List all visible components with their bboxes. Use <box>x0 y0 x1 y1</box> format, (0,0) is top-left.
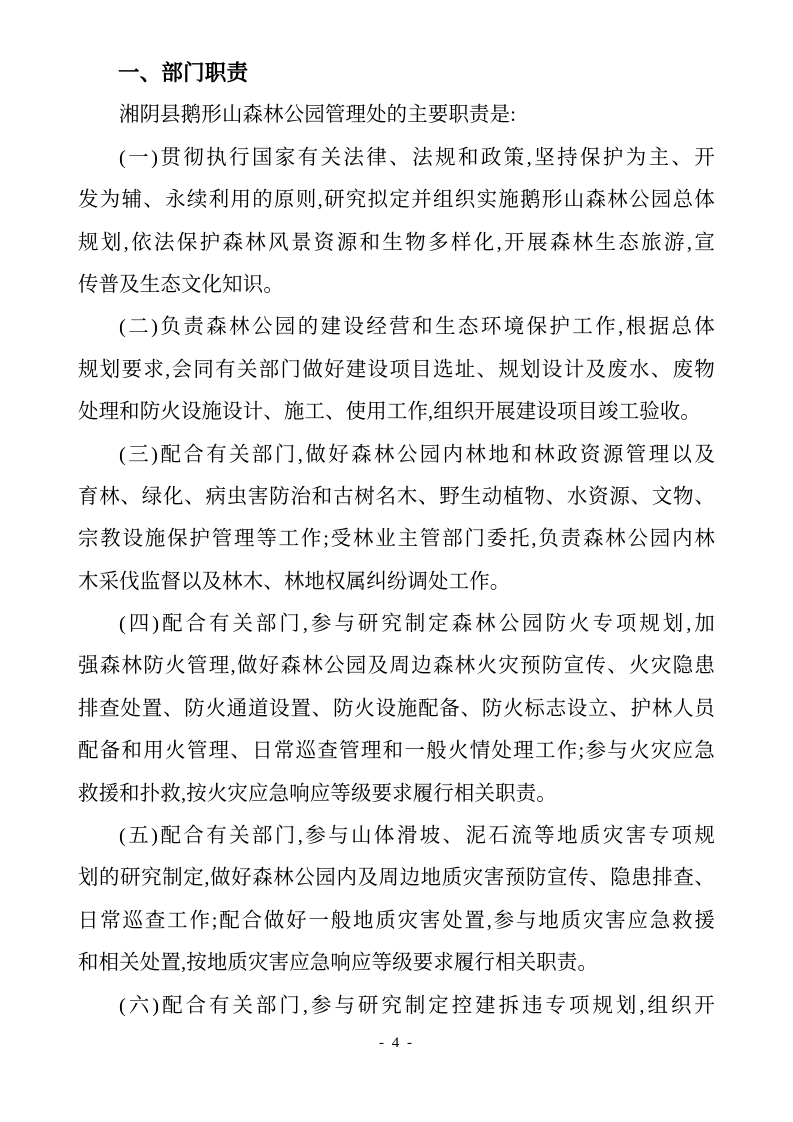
text-line: (六)配合有关部门,参与研究制定控建拆违专项规划,组织开 <box>119 994 715 1017</box>
paragraphs-container <box>78 94 715 1027</box>
text-line: 排查处置、防火通道设置、防火设施配备、防火标志设立、护林人员 <box>78 697 715 720</box>
text-line: (五)配合有关部门,参与山体滑坡、泥石流等地质灾害专项规 <box>119 825 715 848</box>
page-number: - 4 - <box>379 1035 414 1051</box>
text-line: 木采伐监督以及林木、林地权属纠纷调处工作。 <box>78 570 511 593</box>
text-line: 划的研究制定,做好森林公园内及周边地质灾害预防宣传、隐患排查、 <box>78 867 715 890</box>
text-line: 发为辅、永续利用的原则,研究拟定并组织实施鹅形山森林公园总体 <box>78 189 715 212</box>
text-line: 救援和扑救,按火灾应急响应等级要求履行相关职责。 <box>78 782 557 805</box>
text-line: 和相关处置,按地质灾害应急响应等级要求履行相关职责。 <box>78 952 599 975</box>
section-heading: 一、部门职责 <box>118 61 249 85</box>
text-line: (三)配合有关部门,做好森林公园内林地和林政资源管理以及 <box>119 443 715 466</box>
text-line: 传普及生态文化知识。 <box>78 273 284 296</box>
text-line: (四)配合有关部门,参与研究制定森林公园防火专项规划,加 <box>119 613 715 636</box>
text-line: 处理和防火设施设计、施工、使用工作,组织开展建设项目竣工验收。 <box>78 401 702 424</box>
text-line: 宗教设施保护管理等工作;受林业主管部门委托,负责森林公园内林 <box>78 528 715 551</box>
text-line: 育林、绿化、病虫害防治和古树名木、野生动植物、水资源、文物、 <box>78 485 715 508</box>
document-body <box>78 52 715 1027</box>
text-line: 湘阴县鹅形山森林公园管理处的主要职责是: <box>119 104 517 127</box>
text-line: (一)贯彻执行国家有关法律、法规和政策,坚持保护为主、开 <box>119 146 715 169</box>
page-footer <box>0 1034 793 1052</box>
text-line: (二)负责森林公园的建设经营和生态环境保护工作,根据总体 <box>119 316 715 339</box>
text-line: 强森林防火管理,做好森林公园及周边森林火灾预防宣传、火灾隐患 <box>78 655 715 678</box>
text-line: 日常巡查工作;配合做好一般地质灾害处置,参与地质灾害应急救援 <box>78 909 715 932</box>
text-line: 配备和用火管理、日常巡查管理和一般火情处理工作;参与火灾应急 <box>78 740 715 763</box>
text-line: 规划,依法保护森林风景资源和生物多样化,开展森林生态旅游,宣 <box>78 231 715 254</box>
text-line: 规划要求,会同有关部门做好建设项目选址、规划设计及废水、废物 <box>78 358 715 381</box>
